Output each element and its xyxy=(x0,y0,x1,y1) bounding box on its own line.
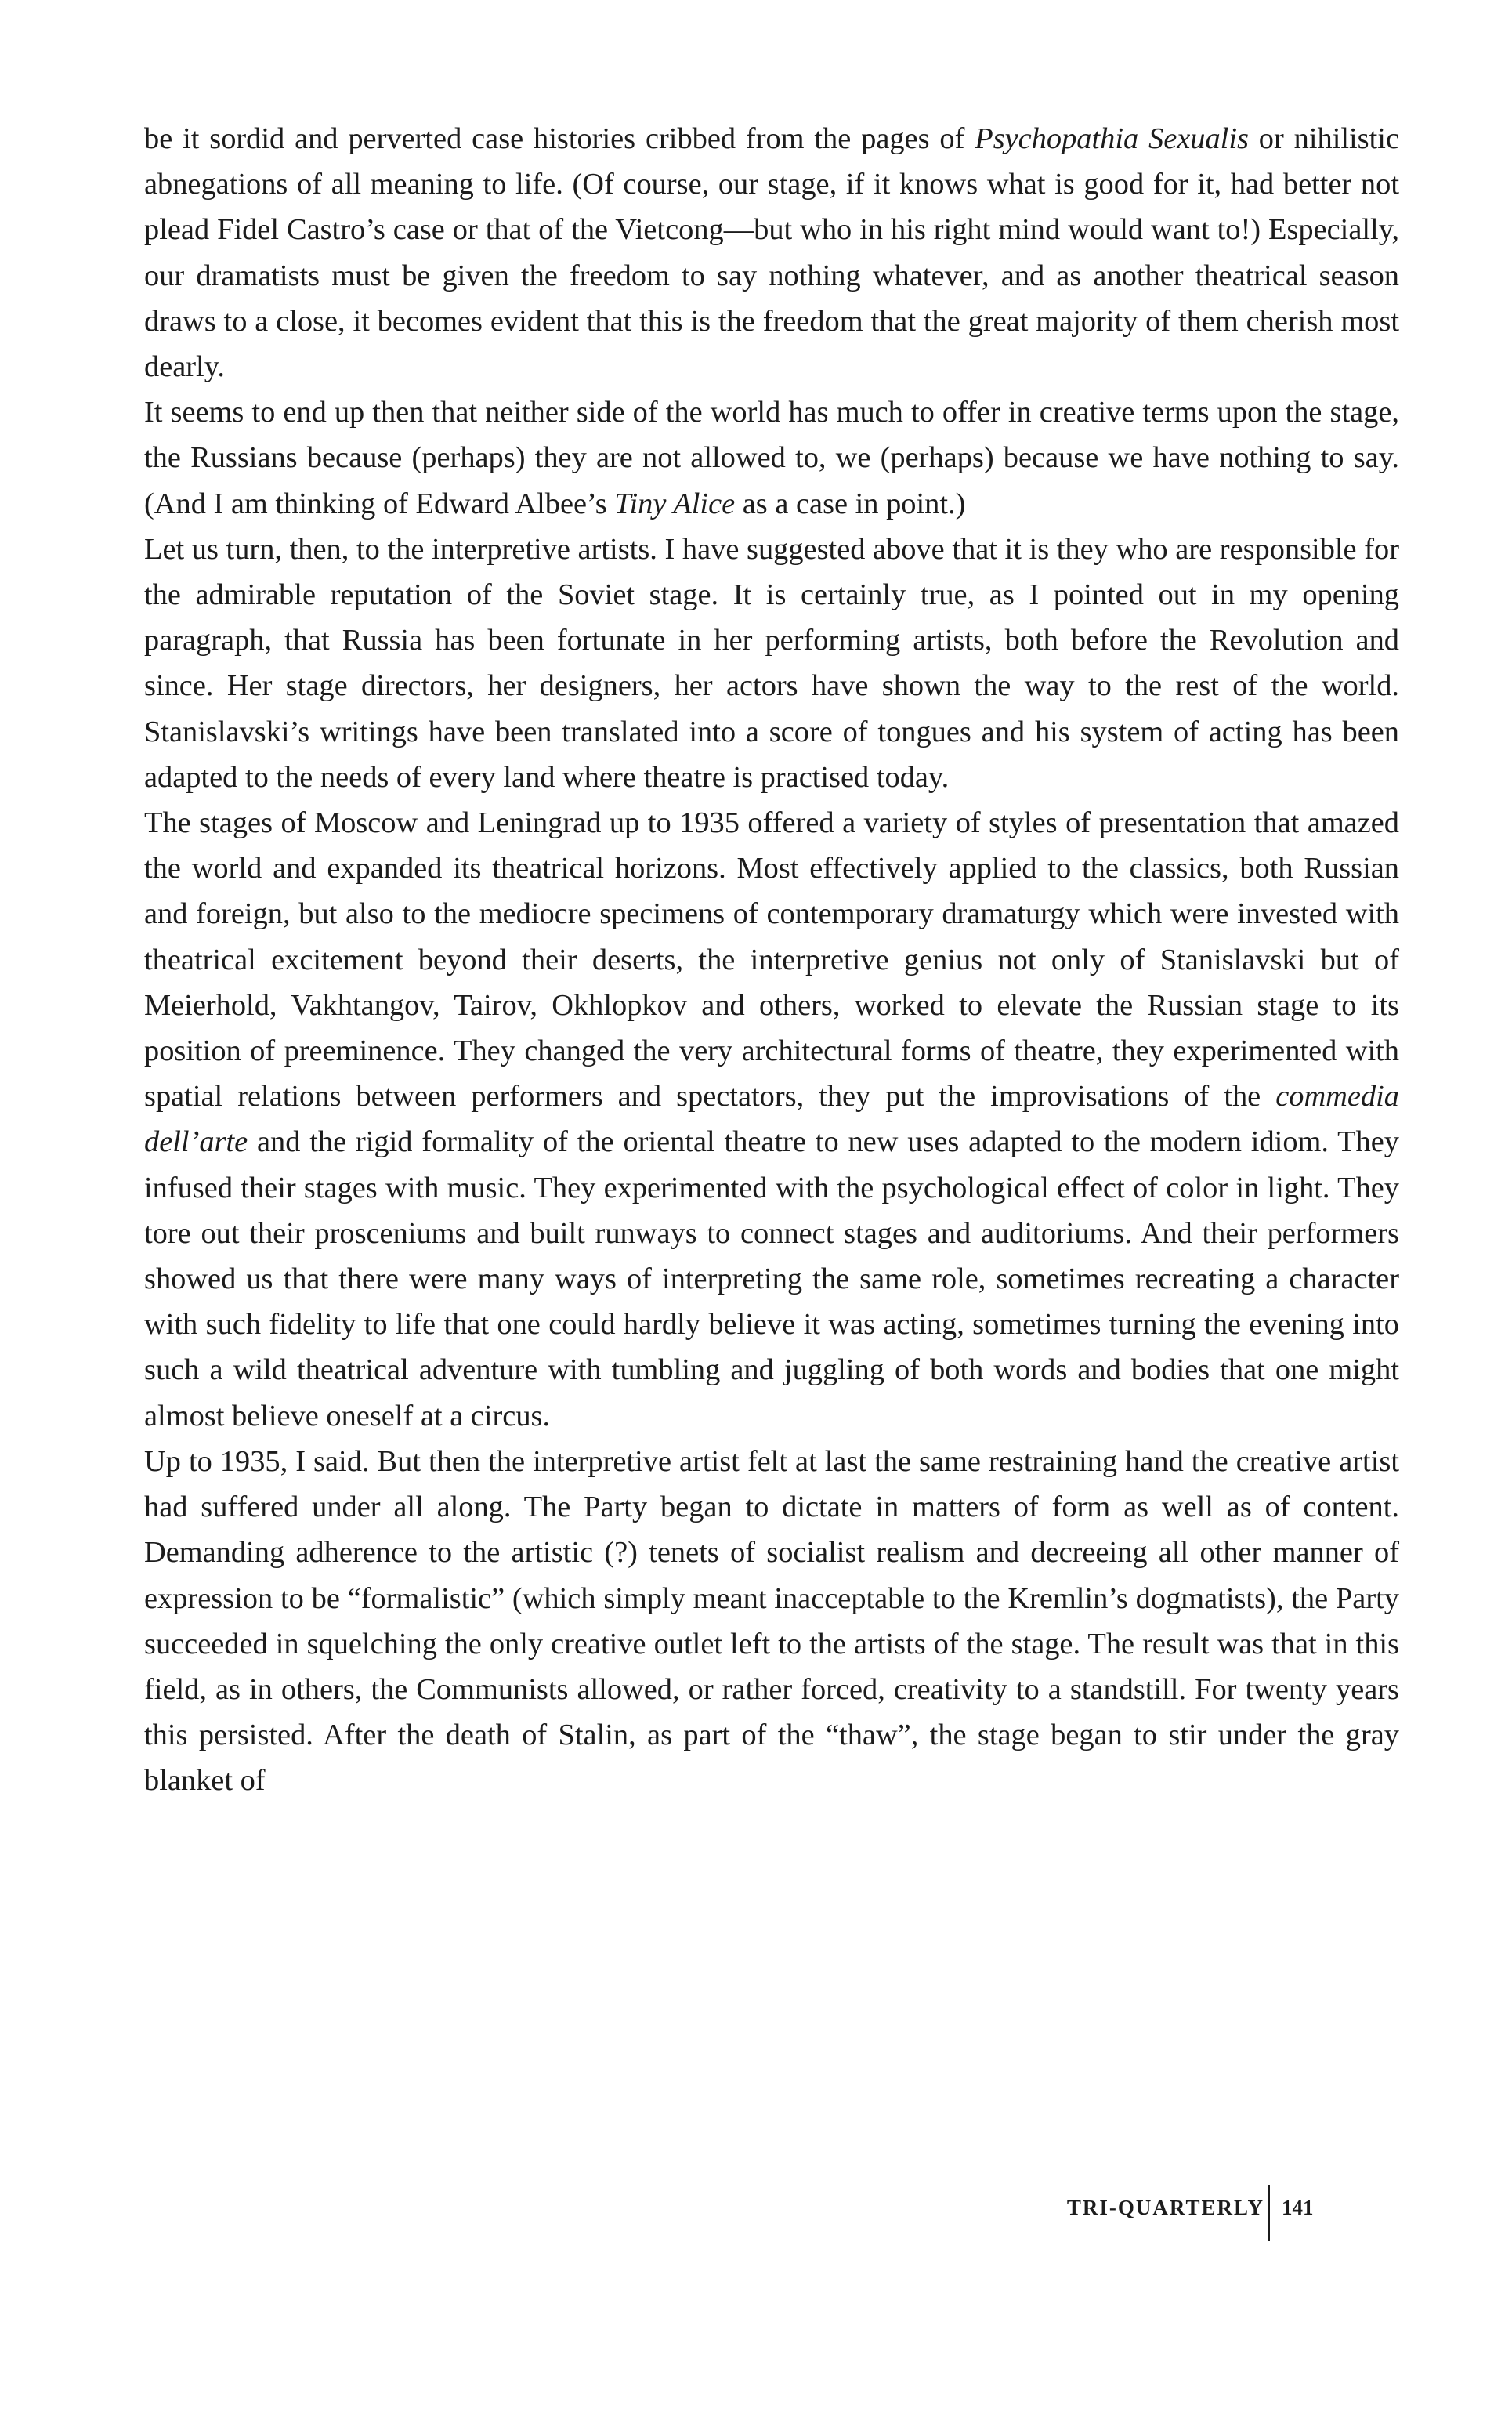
book-title-psychopathia-sexualis: Psychopathia Sexualis xyxy=(975,122,1249,155)
page-footer xyxy=(1033,2185,1362,2241)
paragraph-4-text: The stages of Moscow and Leningrad up to 1935 offered a variety of styles of presentation that amazed the world and expanded its theatrical horizons. Most effectively applied to the classics, both Russian and foreign, but also to the mediocre specimens of contemporary dramaturgy which were invested with theatrical excitement beyond their deserts, the interpretive genius not only of Stanislavski but of Meierhold, Vakhtangov, Tairov, Okhlopkov and others, worked to elevate the Russian stage to its position of preeminence. They changed the very architectural forms of theatre, they experimented with spatial relations between performers and spectators, they put the improvisations of the xyxy=(144,806,1399,1114)
paragraph-4 xyxy=(144,800,1399,1439)
page-body xyxy=(144,116,1399,1804)
running-head: TRI-QUARTERLY xyxy=(1066,2196,1264,2219)
page-number: 141 xyxy=(1282,2196,1314,2219)
paragraph-3 xyxy=(144,527,1399,800)
paragraph-2-text: It seems to end up then that neither side of the world has much to offer in creative terms upon the stage, the Russians because (perhaps) they are not allowed to, we (perhaps) because we have nothing to say. (And I am thinking of Edward Albee’s xyxy=(144,396,1399,520)
footer-divider xyxy=(1268,2185,1270,2241)
paragraph-1-text-cont: or nihilistic abnegations of all meaning to life. (Of course, our stage, if it knows what is good for it, had better not plead Fidel Castro’s case or that of the Vietcong—but who in his right mind would want to!) Especially, our dramatists must be given the freedom to say nothing whatever, and as another theatrical season draws to a close, it becomes evident that this is the freedom that the great majority of them cherish most dearly. xyxy=(144,122,1399,384)
paragraph-2 xyxy=(144,389,1399,527)
paragraph-2-text-cont: as a case in point.) xyxy=(735,487,966,520)
paragraph-5-text: Up to 1935, I said. But then the interpretive artist felt at last the same restraining hand the creative artist had suffered under all along. The Party began to dictate in matters of form as well as of content. Demanding adherence to the artistic (?) tenets of socialist realism and decreeing all other manner of expression to be “formalistic” (which simply meant inacceptable to the Kremlin’s dogmatists), the Party succeeded in squelching the only creative outlet left to the artists of the stage. The result was that in this field, as in others, the Communists allowed, or rather forced, creativity to a standstill. For twenty years this persisted. After the death of Stalin, as part of the “thaw”, the stage began to stir under the gray blanket of xyxy=(144,1444,1399,1798)
paragraph-1-text: be it sordid and perverted case histories cribbed from the pages of xyxy=(144,122,975,155)
paragraph-1 xyxy=(144,116,1399,389)
term-commedia-dellarte: commedia dell’arte xyxy=(144,1080,1399,1159)
play-title-tiny-alice: Tiny Alice xyxy=(614,487,736,520)
paragraph-4-text-cont: and the rigid formality of the oriental theatre to new uses adapted to the modern idiom. They infused their stages with music. They experimented with the psychological effect of color in light. They tore out their prosceniums and built runways to connect stages and auditoriums. And their performers showed us that there were many ways of interpreting the same role, sometimes recreating a character with such fidelity to life that one could hardly believe it was acting, sometimes turning the evening into such a wild theatrical adventure with tumbling and juggling of both words and bodies that one might almost believe oneself at a circus. xyxy=(144,1125,1399,1432)
paragraph-5 xyxy=(144,1439,1399,1804)
paragraph-3-text: Let us turn, then, to the interpretive artists. I have suggested above that it is they who are responsible for the admirable reputation of the Soviet stage. It is certainly true, as I pointed out in my opening paragraph, that Russia has been fortunate in her performing artists, both before the Revolution and since. Her stage directors, her designers, her actors have shown the way to the rest of the world. Stanislavski’s writings have been translated into a score of tongues and his system of acting has been adapted to the needs of every land where theatre is practised today. xyxy=(144,532,1399,794)
